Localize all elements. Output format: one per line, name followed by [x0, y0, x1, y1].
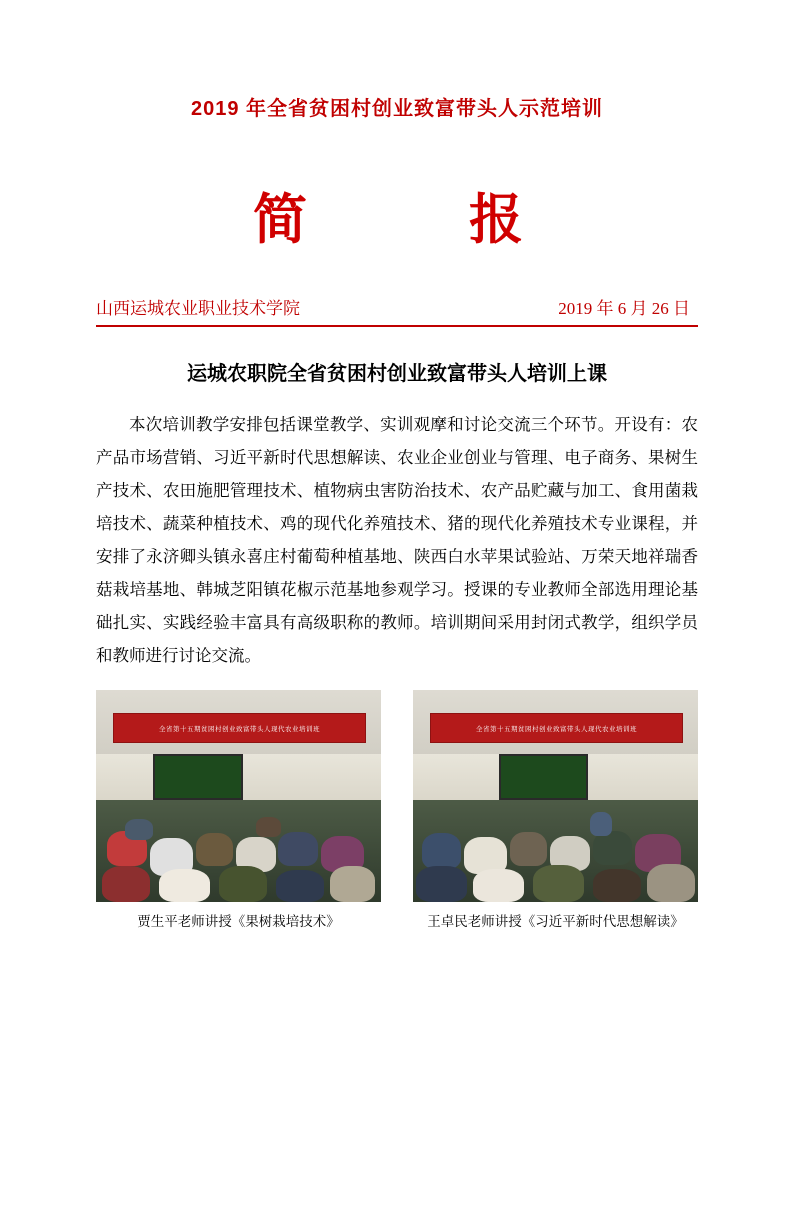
issue-date: 2019 年 6 月 26 日 [558, 299, 690, 318]
photo-classroom-thought-lecture [413, 690, 698, 902]
photo-audience [96, 783, 381, 902]
article-body: 本次培训教学安排包括课堂教学、实训观摩和讨论交流三个环节。开设有：农产品市场营销、习近平新时代思想解读、农业企业创业与管理、电子商务、果树生产技术、农田施肥管理技术、植物病虫害防治技术、农产品贮藏与加工、食用菌栽培技术、蔬菜种植技术、鸡的现代化养殖技术、猪的现代化养殖技术专业课程，并安排了永济卿头镇永喜庄村葡萄种植基地、陕西白水苹果试验站、万荣天地祥瑞香菇栽培基地、韩城芝阳镇花椒示范基地参观学习。授课的专业教师全部选用理论基础扎实、实践经验丰富具有高级职称的教师。培训期间采用封闭式教学，组织学员和教师进行讨论交流。 [96, 415, 698, 665]
photo-classroom-fruit-tree [96, 690, 381, 902]
issuer-organization: 山西运城农业职业技术学院 [96, 299, 300, 318]
photo-banner-text: 全省第十五期贫困村创业致富带头人现代农业培训班 [430, 713, 683, 743]
article-title: 运城农职院全省贫困村创业致富带头人培训上课 [187, 363, 607, 385]
photo-audience [413, 783, 698, 902]
figure-right [413, 690, 698, 930]
document-page [0, 92, 794, 1215]
figure-right-caption: 王卓民老师讲授《习近平新时代思想解读》 [427, 914, 684, 929]
issuer-row [96, 294, 698, 323]
masthead-title: 2019 年全省贫困村创业致富带头人示范培训 [190, 98, 604, 120]
figure-left [96, 690, 381, 930]
header-divider-rule [96, 325, 698, 327]
photo-banner-text: 全省第十五期贫困村创业致富带头人现代农业培训班 [113, 713, 366, 743]
figure-group [96, 690, 698, 930]
figure-left-caption: 贾生平老师讲授《果树栽培技术》 [137, 914, 340, 929]
bulletin-heading: 简 报 [253, 190, 541, 250]
